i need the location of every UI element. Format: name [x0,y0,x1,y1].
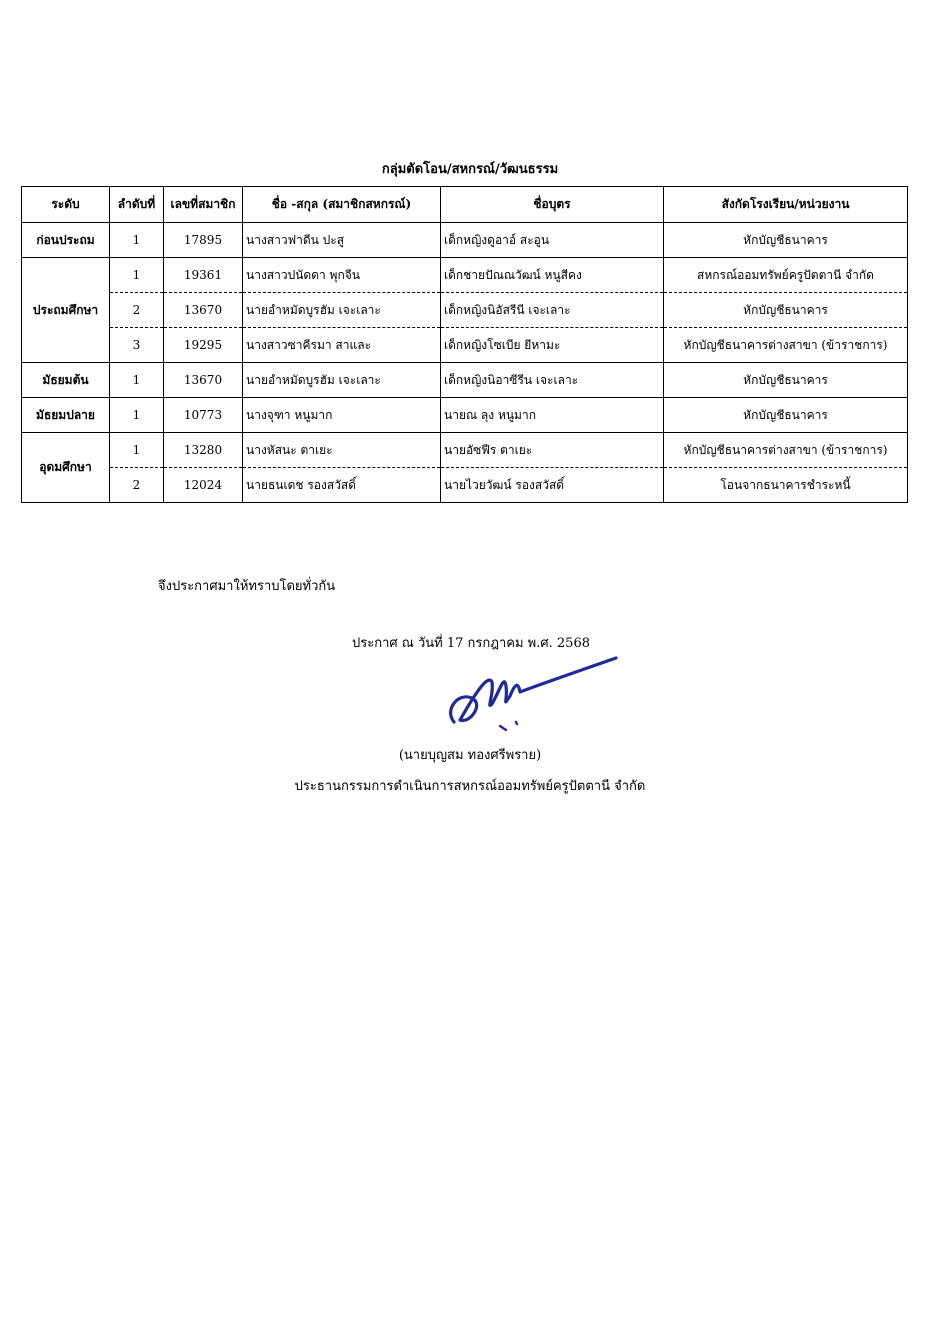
member-name-cell: นางสาวซาคีรมา สาและ [243,328,441,363]
level-cell: อุดมศึกษา [22,433,110,503]
order-cell: 1 [110,433,164,468]
child-name-cell: นายณ ลุง หนูมาก [441,398,664,433]
header-order: ลำดับที่ [110,187,164,223]
table-header [22,187,908,223]
header-member-name: ชื่อ -สกุล (สมาชิกสหกรณ์) [243,187,441,223]
order-cell: 1 [110,363,164,398]
member-no-cell: 10773 [164,398,243,433]
child-name-cell: เด็กหญิงดูอาอ์ สะอูน [441,223,664,258]
affiliation-cell: หักบัญชีธนาคารต่างสาขา (ข้าราชการ) [664,433,908,468]
affiliation-cell: หักบัญชีธนาคารต่างสาขา (ข้าราชการ) [664,328,908,363]
signer-name: (นายบุญสม ทองศรีพราย) [398,748,542,763]
child-name-cell: เด็กหญิงนิอาซีรีน เจะเลาะ [441,363,664,398]
member-no-cell: 13670 [164,363,243,398]
header-child-name: ชื่อบุตร [441,187,664,223]
affiliation-cell: สหกรณ์ออมทรัพย์ครูปัตตานี จำกัด [664,258,908,293]
header-member-no: เลขที่สมาชิก [164,187,243,223]
member-no-cell: 17895 [164,223,243,258]
order-cell: 3 [110,328,164,363]
affiliation-cell: โอนจากธนาคารชำระหนี้ [664,468,908,503]
header-affiliation: สังกัดโรงเรียน/หน่วยงาน [664,187,908,223]
order-cell: 2 [110,468,164,503]
member-name-cell: นางจุฑา หนูมาก [243,398,441,433]
table-row [22,293,908,328]
signature-mark [440,652,630,734]
level-cell: มัธยมปลาย [22,398,110,433]
child-name-cell: เด็กหญิงนิอัสรีนี เจะเลาะ [441,293,664,328]
table-row [22,363,908,398]
table-row [22,468,908,503]
signature-stroke [451,658,616,722]
table-body [22,223,908,503]
member-name-cell: นางสาวปนัดดา พุกจีน [243,258,441,293]
member-no-cell: 13670 [164,293,243,328]
table-row [22,433,908,468]
member-name-cell: นายอำหมัดบูรฮัม เจะเลาะ [243,363,441,398]
scholarship-table [21,186,908,503]
member-no-cell: 13280 [164,433,243,468]
child-name-cell: นายไวยวัฒน์ รองสวัสดิ์ [441,468,664,503]
member-no-cell: 19295 [164,328,243,363]
table-row [22,398,908,433]
signer-title: ประธานกรรมการดำเนินการสหกรณ์ออมทรัพย์ครูปัตตานี จำกัด [294,779,646,794]
affiliation-cell: หักบัญชีธนาคาร [664,363,908,398]
affiliation-cell: หักบัญชีธนาคาร [664,398,908,433]
child-name-cell: เด็กชายปัณณวัฒน์ หนูสีคง [441,258,664,293]
order-cell: 1 [110,223,164,258]
level-cell: ประถมศึกษา [22,258,110,363]
level-cell: ก่อนประถม [22,223,110,258]
document-title: กลุ่มตัดโอน/สหกรณ์/วัฒนธรรม [381,162,559,177]
table-row [22,258,908,293]
order-cell: 2 [110,293,164,328]
member-name-cell: นายธนเดช รองสวัสดิ์ [243,468,441,503]
order-cell: 1 [110,258,164,293]
child-name-cell: นายอัซฟีร ตาเยะ [441,433,664,468]
level-cell: มัธยมต้น [22,363,110,398]
header-level: ระดับ [22,187,110,223]
affiliation-cell: หักบัญชีธนาคาร [664,223,908,258]
affiliation-cell: หักบัญชีธนาคาร [664,293,908,328]
table-row [22,223,908,258]
signature-stroke [500,722,517,730]
member-no-cell: 12024 [164,468,243,503]
table-row [22,328,908,363]
order-cell: 1 [110,398,164,433]
member-name-cell: นายอำหมัดบูรฮัม เจะเลาะ [243,293,441,328]
member-name-cell: นางหัสนะ ตาเยะ [243,433,441,468]
date-line: ประกาศ ณ วันที่ 17 กรกฎาคม พ.ศ. 2568 [352,636,590,651]
member-no-cell: 19361 [164,258,243,293]
announcement-text: จึงประกาศมาให้ทราบโดยทั่วกัน [158,579,336,594]
member-name-cell: นางสาวฟาดีน ปะสู [243,223,441,258]
child-name-cell: เด็กหญิงโซเบีย ยีหามะ [441,328,664,363]
